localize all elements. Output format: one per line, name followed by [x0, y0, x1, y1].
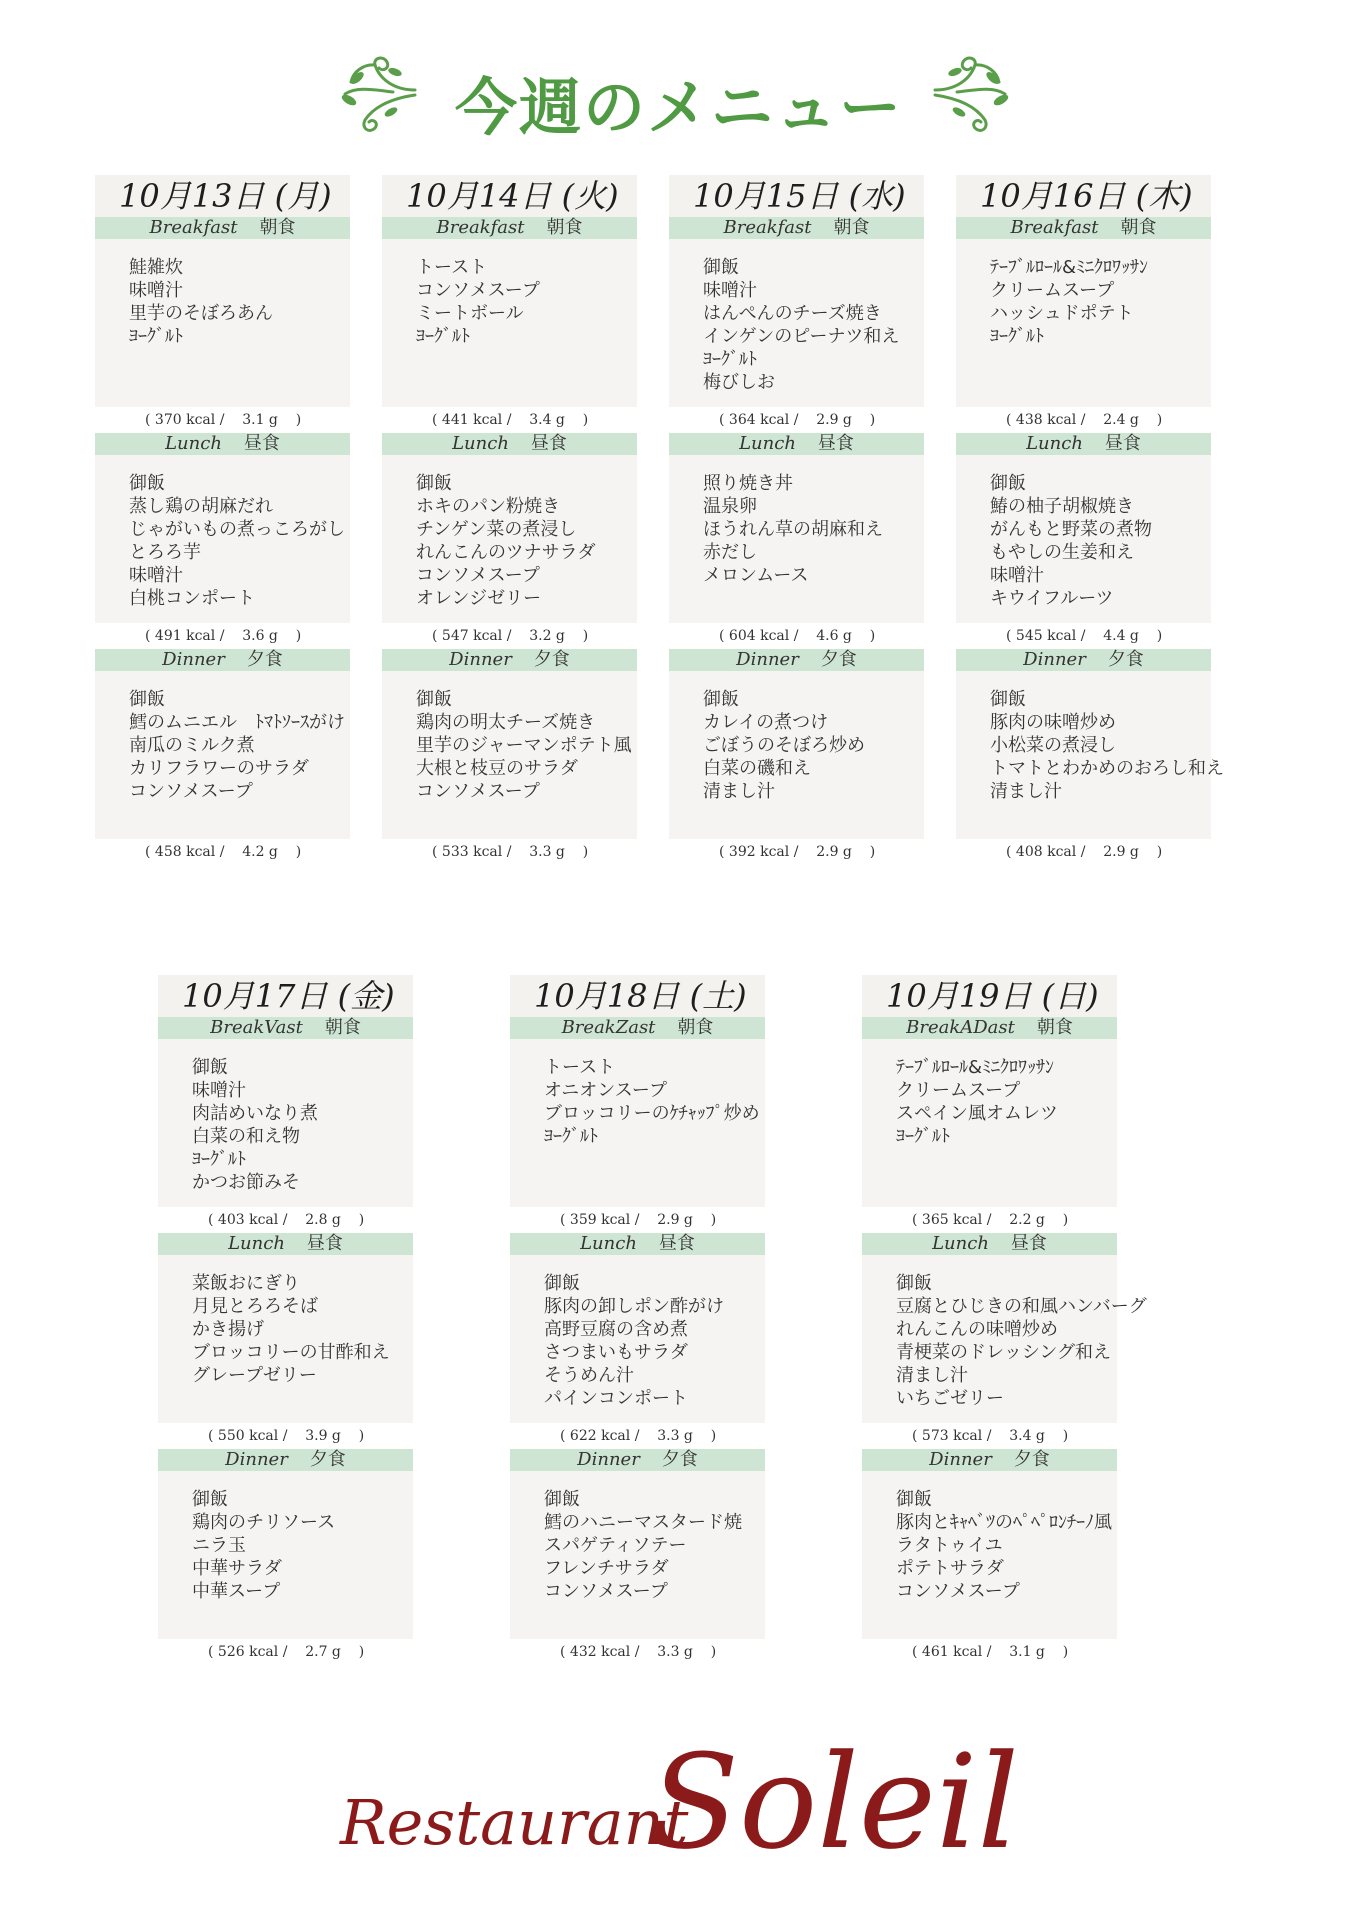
- menu-item: スペイン風オムレツ: [896, 1103, 1058, 1124]
- menu-item: 里芋のジャーマンポテト風: [416, 735, 632, 756]
- menu-item: ﾃｰﾌﾞﾙﾛｰﾙ&ﾐﾆｸﾛﾜｯｻﾝ: [990, 257, 1149, 278]
- menu-item: カリフラワーのサラダ: [129, 758, 309, 779]
- meal-items: [862, 1471, 1117, 1639]
- menu-item: インゲンのピーナツ和え: [703, 326, 900, 347]
- meal-name-ja: 昼食: [243, 433, 280, 454]
- calories: 364 kcal: [728, 412, 790, 428]
- menu-item: 青梗菜のドレッシング和え: [896, 1342, 1112, 1363]
- meal-name-ja: 昼食: [1104, 433, 1141, 454]
- menu-item: 鱈のムニエル ﾄﾏﾄｿｰｽがけ: [129, 712, 345, 733]
- vine-ornament-icon: [925, 50, 1015, 140]
- menu-item: 大根と枝豆のサラダ: [416, 758, 578, 779]
- menu-item: クリームスープ: [990, 280, 1115, 301]
- salt: 3.3 g: [529, 844, 565, 860]
- meal-name-en: Breakfast: [149, 217, 238, 238]
- menu-item: スパゲティソテー: [544, 1535, 687, 1556]
- salt: 3.3 g: [657, 1428, 693, 1444]
- meal-name-en: Dinner: [929, 1449, 992, 1470]
- menu-item: 御飯: [192, 1489, 228, 1510]
- day-column: [382, 175, 637, 865]
- meal-name-en: Dinner: [225, 1449, 288, 1470]
- salt: 2.9 g: [657, 1212, 693, 1228]
- menu-item: 中華サラダ: [192, 1558, 282, 1579]
- meal-items: [158, 1039, 413, 1207]
- nutrition-info: ( 370 kcal / 3.1 g ): [95, 407, 350, 433]
- menu-item: 豚肉の卸しポン酢がけ: [544, 1296, 724, 1317]
- menu-item: 月見とろろそば: [192, 1296, 318, 1317]
- restaurant-logo: [0, 1726, 1358, 1880]
- page-title: 今週のメニュー: [454, 71, 903, 144]
- meal-items: [95, 455, 350, 623]
- menu-item: 白菜の和え物: [192, 1126, 300, 1147]
- nutrition-info: ( 604 kcal / 4.6 g ): [669, 623, 924, 649]
- meal-name-en: Lunch: [228, 1233, 285, 1254]
- menu-item: 赤だし: [703, 542, 757, 563]
- calories: 533 kcal: [441, 844, 503, 860]
- nutrition-info: ( 533 kcal / 3.3 g ): [382, 839, 637, 865]
- nutrition-info: ( 408 kcal / 2.9 g ): [956, 839, 1211, 865]
- meal-label: [158, 1449, 413, 1471]
- menu-item: 鱈のハニーマスタード焼: [544, 1512, 742, 1533]
- menu-item: オレンジゼリー: [416, 588, 542, 609]
- salt: 4.2 g: [242, 844, 278, 860]
- day-date: 10月15日 (水): [669, 175, 924, 217]
- calories: 622 kcal: [569, 1428, 631, 1444]
- salt: 2.9 g: [816, 844, 852, 860]
- meal-name-en: Dinner: [162, 649, 225, 670]
- meal-label: [382, 433, 637, 455]
- menu-item: オニオンスープ: [544, 1080, 667, 1101]
- meal-name-en: Dinner: [577, 1449, 640, 1470]
- meal-label: [95, 217, 350, 239]
- meal-name-ja: 朝食: [677, 1017, 714, 1038]
- meal-name-ja: 夕食: [820, 649, 857, 670]
- menu-item: ﾖｰｸﾞﾙﾄ: [416, 326, 470, 347]
- meal-name-ja: 夕食: [246, 649, 283, 670]
- salt: 3.4 g: [529, 412, 565, 428]
- salt: 4.6 g: [816, 628, 852, 644]
- salt: 2.9 g: [1103, 844, 1139, 860]
- menu-item: キウイフルーツ: [990, 588, 1114, 609]
- meal-label: [669, 217, 924, 239]
- menu-item: 梅びしお: [703, 372, 775, 393]
- menu-item: メロンムース: [703, 565, 809, 586]
- nutrition-info: ( 461 kcal / 3.1 g ): [862, 1639, 1117, 1665]
- menu-item: グレープゼリー: [192, 1365, 317, 1386]
- meal-items: [382, 239, 637, 407]
- salt: 2.8 g: [305, 1212, 341, 1228]
- day-date: 10月19日 (日): [862, 975, 1117, 1017]
- salt: 2.9 g: [816, 412, 852, 428]
- day-column: [158, 975, 413, 1665]
- salt: 3.1 g: [1009, 1644, 1045, 1660]
- meal-label: [510, 1449, 765, 1471]
- meal-name-ja: 夕食: [1013, 1449, 1050, 1470]
- menu-item: 肉詰めいなり煮: [192, 1103, 318, 1124]
- meal-label: [95, 433, 350, 455]
- meal-label: [956, 217, 1211, 239]
- meal-label: [956, 649, 1211, 671]
- salt: 4.4 g: [1103, 628, 1139, 644]
- salt: 3.2 g: [529, 628, 565, 644]
- day-date: 10月13日 (月): [95, 175, 350, 217]
- meal-name-en: Breakfast: [1010, 217, 1099, 238]
- calories: 550 kcal: [217, 1428, 279, 1444]
- menu-item: チンゲン菜の煮浸し: [416, 519, 577, 540]
- menu-item: 御飯: [129, 473, 165, 494]
- nutrition-info: ( 458 kcal / 4.2 g ): [95, 839, 350, 865]
- menu-item: もやしの生姜和え: [990, 542, 1134, 563]
- meal-label: [510, 1017, 765, 1039]
- calories: 370 kcal: [154, 412, 216, 428]
- meal-name-ja: 朝食: [1120, 217, 1157, 238]
- menu-item: 御飯: [192, 1057, 228, 1078]
- menu-item: 照り焼き丼: [703, 473, 793, 494]
- meal-label: [158, 1233, 413, 1255]
- menu-item: コンソメスープ: [544, 1581, 668, 1602]
- menu-item: 鰆の柚子胡椒焼き: [990, 496, 1134, 517]
- nutrition-info: ( 550 kcal / 3.9 g ): [158, 1423, 413, 1449]
- meal-name-en: Lunch: [932, 1233, 989, 1254]
- menu-item: ポテトサラダ: [896, 1558, 1004, 1579]
- menu-item: 鶏肉のチリソース: [192, 1512, 336, 1533]
- meal-items: [382, 671, 637, 839]
- menu-item: 味噌汁: [129, 565, 183, 586]
- menu-item: コンソメスープ: [896, 1581, 1020, 1602]
- menu-item: ﾖｰｸﾞﾙﾄ: [990, 326, 1044, 347]
- salt: 2.7 g: [305, 1644, 341, 1660]
- meal-name-en: Breakfast: [436, 217, 525, 238]
- meal-items: [669, 239, 924, 407]
- menu-item: ニラ玉: [192, 1535, 246, 1556]
- meal-items: [158, 1471, 413, 1639]
- menu-item: 御飯: [544, 1273, 580, 1294]
- menu-item: クリームスープ: [896, 1080, 1021, 1101]
- meal-name-ja: 夕食: [533, 649, 570, 670]
- menu-item: 白桃コンポート: [129, 588, 255, 609]
- menu-item: さつまいもサラダ: [544, 1342, 688, 1363]
- meal-label: [956, 433, 1211, 455]
- day-date: 10月14日 (火): [382, 175, 637, 217]
- meal-items: [510, 1471, 765, 1639]
- meal-name-ja: 夕食: [661, 1449, 698, 1470]
- meal-name-en: Dinner: [449, 649, 512, 670]
- nutrition-info: ( 491 kcal / 3.6 g ): [95, 623, 350, 649]
- nutrition-info: ( 364 kcal / 2.9 g ): [669, 407, 924, 433]
- menu-item: ブロッコリーのｹﾁｬｯﾌﾟ炒め: [544, 1103, 760, 1124]
- meal-items: [862, 1255, 1147, 1423]
- menu-item: 味噌汁: [703, 280, 757, 301]
- meal-label: [382, 217, 637, 239]
- menu-item: ブロッコリーの甘酢和え: [192, 1342, 390, 1363]
- meal-label: [862, 1233, 1117, 1255]
- meal-name-ja: 夕食: [1107, 649, 1144, 670]
- meal-items: [510, 1255, 765, 1423]
- menu-item: がんもと野菜の煮物: [990, 519, 1152, 540]
- day-column: [669, 175, 924, 865]
- meal-label: [158, 1017, 413, 1039]
- menu-item: 豚肉の味噌炒め: [990, 712, 1116, 733]
- menu-item: ﾖｰｸﾞﾙﾄ: [129, 326, 183, 347]
- menu-item: 味噌汁: [192, 1080, 246, 1101]
- menu-item: 白菜の磯和え: [703, 758, 811, 779]
- calories: 392 kcal: [728, 844, 790, 860]
- day-column: [956, 175, 1224, 865]
- calories: 432 kcal: [569, 1644, 631, 1660]
- salt: 3.6 g: [242, 628, 278, 644]
- meal-name-ja: 昼食: [658, 1233, 695, 1254]
- calories: 573 kcal: [921, 1428, 983, 1444]
- nutrition-info: ( 526 kcal / 2.7 g ): [158, 1639, 413, 1665]
- meal-items: [510, 1039, 765, 1207]
- menu-item: ﾖｰｸﾞﾙﾄ: [703, 349, 757, 370]
- menu-item: トマトとわかめのおろし和え: [990, 758, 1224, 779]
- menu-item: トースト: [416, 257, 488, 278]
- logo-restaurant-text: Restaurant: [340, 1786, 689, 1859]
- menu-item: かつお節みそ: [192, 1172, 300, 1193]
- menu-item: 温泉卵: [703, 496, 757, 517]
- menu-item: ﾃｰﾌﾞﾙﾛｰﾙ&ﾐﾆｸﾛﾜｯｻﾝ: [896, 1057, 1055, 1078]
- menu-item: 御飯: [416, 689, 452, 710]
- menu-item: 清まし汁: [990, 781, 1062, 802]
- meal-name-en: BreakZast: [561, 1017, 656, 1038]
- menu-item: フレンチサラダ: [544, 1558, 669, 1579]
- meal-items: [382, 455, 637, 623]
- menu-item: 御飯: [703, 257, 739, 278]
- nutrition-info: ( 441 kcal / 3.4 g ): [382, 407, 637, 433]
- menu-item: 豆腐とひじきの和風ハンバーグ: [896, 1296, 1147, 1317]
- menu-item: ﾖｰｸﾞﾙﾄ: [896, 1126, 950, 1147]
- menu-item: 南瓜のミルク煮: [129, 735, 255, 756]
- menu-item: 清まし汁: [703, 781, 775, 802]
- nutrition-info: ( 438 kcal / 2.4 g ): [956, 407, 1211, 433]
- meal-items: [956, 455, 1211, 623]
- nutrition-info: ( 622 kcal / 3.3 g ): [510, 1423, 765, 1449]
- menu-item: 里芋のそぼろあん: [129, 303, 273, 324]
- menu-item: 高野豆腐の含め煮: [544, 1319, 688, 1340]
- menu-item: コンソメスープ: [129, 781, 253, 802]
- menu-item: 御飯: [129, 689, 165, 710]
- nutrition-info: ( 365 kcal / 2.2 g ): [862, 1207, 1117, 1233]
- calories: 547 kcal: [441, 628, 503, 644]
- nutrition-info: ( 545 kcal / 4.4 g ): [956, 623, 1211, 649]
- menu-item: 御飯: [896, 1489, 932, 1510]
- menu-item: 味噌汁: [990, 565, 1044, 586]
- menu-item: 御飯: [703, 689, 739, 710]
- meal-label: [862, 1449, 1117, 1471]
- salt: 2.4 g: [1103, 412, 1139, 428]
- menu-item: 御飯: [544, 1489, 580, 1510]
- nutrition-info: ( 359 kcal / 2.9 g ): [510, 1207, 765, 1233]
- meal-name-en: Lunch: [739, 433, 796, 454]
- nutrition-info: ( 573 kcal / 3.4 g ): [862, 1423, 1117, 1449]
- calories: 458 kcal: [154, 844, 216, 860]
- calories: 461 kcal: [921, 1644, 983, 1660]
- meal-items: [862, 1039, 1117, 1207]
- meal-label: [862, 1017, 1117, 1039]
- meal-name-en: BreakADast: [906, 1017, 1015, 1038]
- logo-soleil-text: Soleil: [650, 1726, 1019, 1878]
- meal-label: [382, 649, 637, 671]
- meal-name-ja: 朝食: [546, 217, 583, 238]
- menu-item: ﾖｰｸﾞﾙﾄ: [544, 1126, 598, 1147]
- meal-label: [95, 649, 350, 671]
- meal-items: [956, 239, 1211, 407]
- day-date: 10月16日 (木): [956, 175, 1211, 217]
- meal-label: [669, 649, 924, 671]
- calories: 408 kcal: [1015, 844, 1077, 860]
- menu-item: 豚肉とｷｬﾍﾞﾂのﾍﾟﾍﾟﾛﾝﾁｰﾉ風: [896, 1512, 1112, 1533]
- meal-items: [669, 455, 924, 623]
- meal-name-ja: 朝食: [324, 1017, 361, 1038]
- menu-item: 御飯: [990, 689, 1026, 710]
- nutrition-info: ( 547 kcal / 3.2 g ): [382, 623, 637, 649]
- meal-name-ja: 夕食: [309, 1449, 346, 1470]
- meal-name-en: BreakVast: [210, 1017, 303, 1038]
- meal-name-ja: 昼食: [1010, 1233, 1047, 1254]
- menu-item: 清まし汁: [896, 1365, 968, 1386]
- menu-item: トースト: [544, 1057, 616, 1078]
- menu-item: 御飯: [416, 473, 452, 494]
- nutrition-info: ( 392 kcal / 2.9 g ): [669, 839, 924, 865]
- menu-item: 御飯: [990, 473, 1026, 494]
- menu-item: ﾖｰｸﾞﾙﾄ: [192, 1149, 246, 1170]
- menu-item: コンソメスープ: [416, 280, 540, 301]
- menu-item: そうめん汁: [544, 1365, 634, 1386]
- menu-item: ハッシュドポテト: [990, 303, 1134, 324]
- day-column: [95, 175, 350, 865]
- menu-item: 蒸し鶏の胡麻だれ: [129, 496, 273, 517]
- menu-item: ほうれん草の胡麻和え: [703, 519, 883, 540]
- menu-item: 鶏肉の明太チーズ焼き: [416, 712, 596, 733]
- menu-item: ホキのパン粉焼き: [416, 496, 560, 517]
- calories: 359 kcal: [569, 1212, 631, 1228]
- day-column: [510, 975, 765, 1665]
- meal-label: [510, 1233, 765, 1255]
- menu-item: 菜飯おにぎり: [192, 1273, 300, 1294]
- menu-item: じゃがいもの煮っころがし: [129, 519, 345, 540]
- meal-items: [956, 671, 1224, 839]
- meal-items: [95, 239, 350, 407]
- calories: 491 kcal: [154, 628, 216, 644]
- menu-item: カレイの煮つけ: [703, 712, 829, 733]
- menu-item: いちごゼリー: [896, 1388, 1004, 1409]
- nutrition-info: ( 403 kcal / 2.8 g ): [158, 1207, 413, 1233]
- menu-item: れんこんの味噌炒め: [896, 1319, 1058, 1340]
- meal-name-ja: 昼食: [817, 433, 854, 454]
- meal-name-en: Dinner: [736, 649, 799, 670]
- menu-item: コンソメスープ: [416, 565, 540, 586]
- menu-item: はんぺんのチーズ焼き: [703, 303, 882, 324]
- meal-name-en: Breakfast: [723, 217, 812, 238]
- nutrition-info: ( 432 kcal / 3.3 g ): [510, 1639, 765, 1665]
- menu-item: 鮭雑炊: [129, 257, 183, 278]
- menu-item: コンソメスープ: [416, 781, 540, 802]
- meal-name-en: Lunch: [165, 433, 222, 454]
- meal-items: [669, 671, 924, 839]
- calories: 604 kcal: [728, 628, 790, 644]
- meal-label: [669, 433, 924, 455]
- salt: 3.4 g: [1009, 1428, 1045, 1444]
- menu-item: かき揚げ: [192, 1319, 264, 1340]
- meal-name-en: Lunch: [452, 433, 509, 454]
- menu-item: 小松菜の煮浸し: [990, 735, 1116, 756]
- calories: 365 kcal: [921, 1212, 983, 1228]
- calories: 441 kcal: [441, 412, 503, 428]
- menu-item: 御飯: [896, 1273, 932, 1294]
- menu-item: パインコンポート: [544, 1388, 688, 1409]
- meal-name-en: Dinner: [1023, 649, 1086, 670]
- salt: 3.3 g: [657, 1644, 693, 1660]
- meal-name-ja: 昼食: [530, 433, 567, 454]
- day-date: 10月17日 (金): [158, 975, 413, 1017]
- meal-name-ja: 朝食: [833, 217, 870, 238]
- calories: 403 kcal: [217, 1212, 279, 1228]
- menu-item: ミートボール: [416, 303, 524, 324]
- calories: 526 kcal: [217, 1644, 279, 1660]
- menu-item: とろろ芋: [129, 542, 201, 563]
- menu-item: ごぼうのそぼろ炒め: [703, 735, 865, 756]
- meal-name-ja: 昼食: [306, 1233, 343, 1254]
- salt: 3.9 g: [305, 1428, 341, 1444]
- day-column: [862, 975, 1147, 1665]
- meal-name-ja: 朝食: [1036, 1017, 1073, 1038]
- menu-item: 味噌汁: [129, 280, 183, 301]
- salt: 3.1 g: [242, 412, 278, 428]
- menu-item: 中華スープ: [192, 1581, 281, 1602]
- meal-name-en: Lunch: [1026, 433, 1083, 454]
- page-header: [0, 50, 1358, 150]
- calories: 438 kcal: [1015, 412, 1077, 428]
- meal-name-en: Lunch: [580, 1233, 637, 1254]
- salt: 2.2 g: [1009, 1212, 1045, 1228]
- menu-item: れんこんのツナサラダ: [416, 542, 596, 563]
- meal-name-ja: 朝食: [259, 217, 296, 238]
- day-date: 10月18日 (土): [510, 975, 765, 1017]
- meal-items: [158, 1255, 413, 1423]
- calories: 545 kcal: [1015, 628, 1077, 644]
- meal-items: [95, 671, 350, 839]
- menu-item: ラタトゥイユ: [896, 1535, 1003, 1556]
